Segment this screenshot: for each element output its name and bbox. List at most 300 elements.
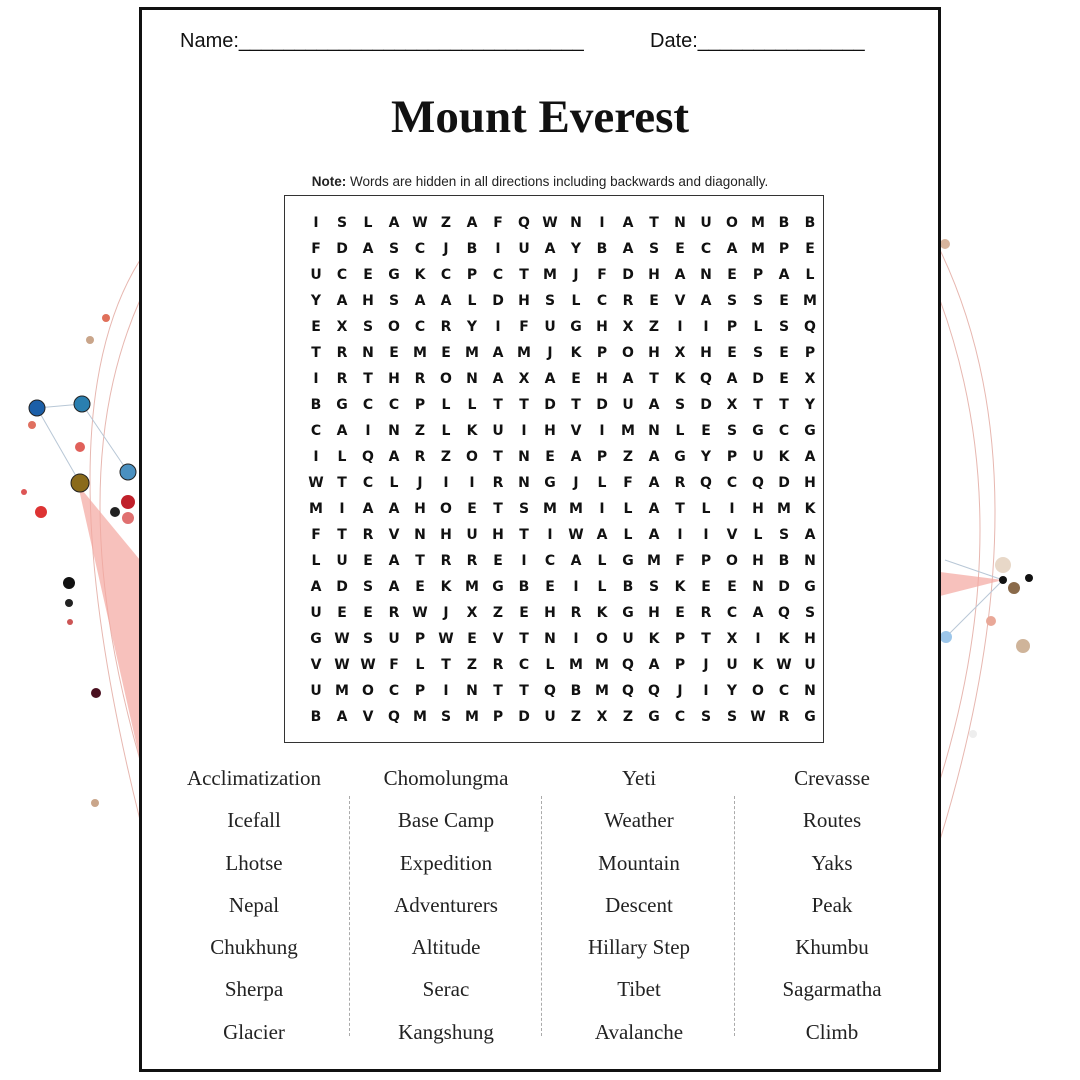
grid-letter: D (596, 397, 608, 413)
grid-letter: A (388, 579, 400, 595)
grid-letter: H (648, 345, 660, 361)
grid-letter: S (362, 319, 374, 335)
grid-letter: I (599, 215, 605, 231)
word-list-item: Yeti (621, 766, 657, 790)
grid-letter: M (465, 345, 479, 361)
grid-letter: T (519, 397, 529, 413)
grid-letter: I (677, 527, 683, 543)
grid-letter: W (412, 215, 428, 231)
grid-letter: C (726, 605, 738, 621)
grid-letter: F (389, 657, 399, 673)
grid-letter: G (570, 319, 582, 335)
grid-letter: M (335, 683, 349, 699)
word-list-item: Acclimatization (186, 766, 322, 790)
grid-letter: R (570, 605, 582, 621)
word-list-item: Yaks (811, 850, 853, 875)
grid-letter: L (363, 215, 373, 231)
grid-letter: G (752, 423, 764, 439)
grid-letter: H (596, 319, 608, 335)
grid-letter: K (778, 631, 790, 647)
grid-letter: A (752, 605, 764, 621)
grid-letter: I (703, 319, 709, 335)
grid-letter: K (752, 657, 764, 673)
grid-letter: N (518, 449, 530, 465)
grid-letter: R (492, 475, 504, 491)
grid-letter: I (573, 631, 579, 647)
grid-letter: X (466, 605, 478, 621)
grid-letter: U (310, 605, 322, 621)
grid-letter: J (573, 475, 579, 491)
word-list-item: Expedition (399, 850, 493, 875)
grid-letter: B (466, 241, 478, 257)
word-column (737, 766, 927, 1062)
grid-letter: I (677, 319, 683, 335)
grid-letter: O (466, 449, 478, 465)
grid-letter: A (726, 371, 738, 387)
grid-letter: S (648, 579, 660, 595)
letter-grid (303, 210, 823, 730)
grid-letter: O (726, 553, 738, 569)
grid-letter: A (674, 267, 686, 283)
grid-letter: E (545, 449, 555, 465)
name-field-label: Name:_______________________________ (180, 30, 584, 52)
grid-letter: C (778, 423, 790, 439)
grid-letter: E (805, 241, 815, 257)
grid-letter: M (543, 267, 557, 283)
grid-letter: J (703, 657, 709, 673)
grid-letter: T (363, 371, 373, 387)
grid-letter: D (336, 579, 348, 595)
grid-letter: M (751, 215, 765, 231)
grid-letter: W (334, 631, 350, 647)
grid-letter: E (675, 605, 685, 621)
grid-letter: A (648, 527, 660, 543)
grid-letter: T (337, 475, 347, 491)
grid-letter: A (648, 657, 660, 673)
grid-letter: D (700, 397, 712, 413)
grid-letter: J (443, 605, 449, 621)
grid-letter: T (493, 683, 503, 699)
word-list-item: Base Camp (397, 808, 495, 833)
grid-letter: Z (622, 709, 634, 725)
grid-letter: A (804, 449, 816, 465)
grid-letter: E (675, 241, 685, 257)
grid-letter: V (388, 527, 400, 543)
grid-letter: S (726, 709, 738, 725)
word-list-item: Nepal (228, 892, 280, 917)
grid-letter: G (492, 579, 504, 595)
grid-letter: N (648, 423, 660, 439)
word-list-item: Sherpa (224, 977, 284, 1002)
word-list (159, 766, 929, 1056)
grid-letter: M (543, 501, 557, 517)
grid-letter: K (674, 371, 686, 387)
grid-letter: E (519, 605, 529, 621)
grid-letter: W (776, 657, 792, 673)
grid-letter: L (623, 527, 633, 543)
grid-letter: X (518, 371, 530, 387)
grid-letter: U (336, 553, 348, 569)
grid-letter: I (443, 475, 449, 491)
grid-letter: L (571, 293, 581, 309)
grid-letter: Z (466, 657, 478, 673)
grid-letter: T (493, 501, 503, 517)
grid-letter: M (465, 579, 479, 595)
grid-letter: S (518, 501, 530, 517)
grid-letter: O (622, 345, 634, 361)
grid-letter: P (466, 267, 478, 283)
grid-letter: E (779, 371, 789, 387)
grid-letter: L (441, 423, 451, 439)
grid-letter: L (701, 501, 711, 517)
grid-letter: N (752, 579, 764, 595)
grid-letter: X (596, 709, 608, 725)
grid-letter: H (362, 293, 374, 309)
grid-letter: E (389, 345, 399, 361)
grid-letter: W (438, 631, 454, 647)
grid-letter: Y (726, 683, 738, 699)
grid-letter: Q (518, 215, 530, 231)
grid-letter: U (388, 631, 400, 647)
grid-letter: W (750, 709, 766, 725)
grid-letter: A (778, 267, 790, 283)
grid-letter: K (804, 501, 816, 517)
word-list-item: Altitude (411, 935, 481, 960)
grid-letter: Z (570, 709, 582, 725)
grid-letter: S (674, 397, 686, 413)
grid-letter: I (729, 501, 735, 517)
grid-letter: R (700, 605, 712, 621)
grid-letter: R (440, 553, 452, 569)
grid-letter: Z (414, 423, 426, 439)
grid-letter: T (311, 345, 321, 361)
grid-letter: U (700, 215, 712, 231)
grid-letter: P (778, 241, 790, 257)
grid-letter: E (545, 579, 555, 595)
grid-letter: A (388, 449, 400, 465)
grid-letter: S (544, 293, 556, 309)
grid-letter: E (779, 345, 789, 361)
grid-letter: F (311, 241, 321, 257)
grid-letter: G (336, 397, 348, 413)
grid-letter: M (595, 683, 609, 699)
grid-letter: P (674, 631, 686, 647)
grid-letter: O (752, 683, 764, 699)
grid-letter: W (412, 605, 428, 621)
grid-letter: Y (570, 241, 582, 257)
grid-letter: J (547, 345, 553, 361)
grid-letter: L (753, 319, 763, 335)
grid-letter: R (674, 475, 686, 491)
grid-letter: Q (700, 371, 712, 387)
grid-letter: C (596, 293, 608, 309)
grid-letter: E (363, 553, 373, 569)
grid-letter: A (492, 371, 504, 387)
grid-letter: Z (648, 319, 660, 335)
grid-letter: L (805, 267, 815, 283)
grid-letter: R (388, 605, 400, 621)
grid-letter: C (778, 683, 790, 699)
word-list-item: Hillary Step (587, 935, 691, 960)
word-list-item: Serac (422, 977, 470, 1002)
grid-letter: A (414, 293, 426, 309)
grid-letter: M (309, 501, 323, 517)
grid-letter: H (388, 371, 400, 387)
grid-letter: Q (804, 319, 816, 335)
grid-letter: G (674, 449, 686, 465)
grid-letter: Q (648, 683, 660, 699)
grid-letter: Q (622, 657, 634, 673)
grid-letter: I (339, 501, 345, 517)
grid-letter: P (752, 267, 764, 283)
grid-letter: O (388, 319, 400, 335)
grid-letter: E (779, 293, 789, 309)
grid-letter: E (363, 605, 373, 621)
grid-letter: P (674, 657, 686, 673)
grid-letter: H (648, 267, 660, 283)
grid-letter: I (365, 423, 371, 439)
grid-letter: X (804, 371, 816, 387)
grid-letter: V (570, 423, 582, 439)
grid-letter: F (675, 553, 685, 569)
grid-letter: J (443, 241, 449, 257)
grid-letter: L (597, 475, 607, 491)
grid-letter: G (804, 423, 816, 439)
grid-letter: V (492, 631, 504, 647)
grid-letter: M (803, 293, 817, 309)
grid-letter: X (674, 345, 686, 361)
grid-letter: C (518, 657, 530, 673)
grid-letter: M (621, 423, 635, 439)
grid-letter: F (493, 215, 503, 231)
grid-letter: I (755, 631, 761, 647)
grid-letter: S (388, 293, 400, 309)
grid-letter: D (752, 371, 764, 387)
grid-letter: C (362, 475, 374, 491)
grid-letter: A (336, 709, 348, 725)
grid-letter: A (336, 423, 348, 439)
grid-letter: C (674, 709, 686, 725)
grid-letter: A (466, 215, 478, 231)
grid-letter: R (414, 449, 426, 465)
grid-letter: A (544, 241, 556, 257)
grid-letter: P (414, 631, 426, 647)
grid-letter: K (414, 267, 426, 283)
grid-letter: E (701, 579, 711, 595)
grid-letter: Q (752, 475, 764, 491)
grid-letter: C (336, 267, 348, 283)
grid-letter: K (778, 449, 790, 465)
grid-letter: E (363, 267, 373, 283)
grid-letter: M (751, 241, 765, 257)
grid-letter: M (413, 709, 427, 725)
grid-letter: R (622, 293, 634, 309)
word-column (351, 766, 541, 1062)
grid-letter: Y (466, 319, 478, 335)
grid-letter: G (622, 553, 634, 569)
grid-letter: B (310, 397, 322, 413)
word-column (159, 766, 349, 1062)
grid-letter: C (726, 475, 738, 491)
word-list-item: Routes (802, 808, 862, 833)
grid-letter: A (388, 553, 400, 569)
grid-letter: U (544, 319, 556, 335)
grid-letter: S (362, 631, 374, 647)
grid-letter: Y (310, 293, 322, 309)
grid-letter: A (648, 397, 660, 413)
grid-letter: U (804, 657, 816, 673)
grid-letter: F (623, 475, 633, 491)
grid-letter: E (467, 501, 477, 517)
grid-letter: A (310, 579, 322, 595)
grid-letter: H (440, 527, 452, 543)
grid-letter: C (362, 397, 374, 413)
grid-letter: Q (388, 709, 400, 725)
grid-letter: A (700, 293, 712, 309)
grid-letter: N (544, 631, 556, 647)
grid-letter: A (648, 501, 660, 517)
grid-letter: O (362, 683, 374, 699)
grid-letter: I (495, 319, 501, 335)
grid-letter: B (596, 241, 608, 257)
grid-letter: K (466, 423, 478, 439)
grid-letter: H (752, 501, 764, 517)
grid-letter: L (597, 553, 607, 569)
grid-letter: J (573, 267, 579, 283)
grid-letter: B (570, 683, 582, 699)
grid-letter: S (726, 423, 738, 439)
grid-letter: T (649, 371, 659, 387)
grid-letter: S (804, 605, 816, 621)
grid-letter: G (388, 267, 400, 283)
grid-letter: M (777, 501, 791, 517)
grid-letter: F (311, 527, 321, 543)
grid-letter: L (467, 293, 477, 309)
grid-letter: B (778, 215, 790, 231)
word-list-item: Icefall (227, 808, 281, 833)
grid-letter: L (623, 501, 633, 517)
word-list-item: Glacier (223, 1019, 285, 1044)
grid-letter: A (648, 475, 660, 491)
note-label: Note: (311, 174, 347, 189)
grid-letter: T (519, 527, 529, 543)
grid-letter: R (362, 527, 374, 543)
grid-letter: H (544, 423, 556, 439)
column-divider (541, 796, 542, 1036)
grid-letter: T (779, 397, 789, 413)
grid-letter: G (310, 631, 322, 647)
grid-letter: R (336, 371, 348, 387)
grid-letter: A (596, 527, 608, 543)
grid-letter: I (313, 215, 319, 231)
grid-letter: T (337, 527, 347, 543)
grid-letter: T (649, 215, 659, 231)
grid-letter: K (648, 631, 660, 647)
grid-letter: A (622, 215, 634, 231)
grid-letter: T (493, 397, 503, 413)
grid-letter: X (336, 319, 348, 335)
grid-letter: R (492, 657, 504, 673)
grid-letter: A (804, 527, 816, 543)
grid-letter: B (778, 553, 790, 569)
grid-letter: P (726, 449, 738, 465)
grid-letter: G (622, 605, 634, 621)
grid-letter: S (752, 345, 764, 361)
grid-letter: Z (492, 605, 504, 621)
grid-letter: N (700, 267, 712, 283)
word-list-item: Descent (605, 892, 673, 917)
grid-letter: A (726, 241, 738, 257)
grid-letter: K (596, 605, 608, 621)
grid-letter: N (388, 423, 400, 439)
grid-letter: H (804, 631, 816, 647)
grid-letter: K (674, 579, 686, 595)
grid-letter: C (414, 319, 426, 335)
grid-letter: N (518, 475, 530, 491)
grid-letter: P (596, 449, 608, 465)
grid-letter: B (622, 579, 634, 595)
grid-letter: E (311, 319, 321, 335)
grid-letter: T (519, 683, 529, 699)
grid-letter: N (674, 215, 686, 231)
grid-letter: A (622, 371, 634, 387)
grid-letter: H (414, 501, 426, 517)
grid-letter: S (648, 241, 660, 257)
grid-letter: I (599, 423, 605, 439)
grid-letter: L (311, 553, 321, 569)
grid-letter: M (517, 345, 531, 361)
grid-letter: I (521, 553, 527, 569)
grid-letter: P (726, 319, 738, 335)
grid-letter: P (492, 709, 504, 725)
grid-letter: U (622, 397, 634, 413)
grid-letter: R (778, 709, 790, 725)
worksheet-page (139, 7, 941, 1072)
grid-letter: W (334, 657, 350, 673)
grid-letter: I (313, 449, 319, 465)
grid-letter: S (778, 319, 790, 335)
grid-letter: I (521, 423, 527, 439)
grid-letter: S (752, 293, 764, 309)
grid-letter: Q (700, 475, 712, 491)
grid-letter: A (388, 215, 400, 231)
grid-letter: U (492, 423, 504, 439)
grid-letter: E (701, 423, 711, 439)
grid-letter: A (648, 449, 660, 465)
grid-letter: D (336, 241, 348, 257)
grid-letter: T (753, 397, 763, 413)
grid-letter: W (308, 475, 324, 491)
grid-letter: H (518, 293, 530, 309)
grid-letter: A (544, 371, 556, 387)
grid-letter: T (415, 553, 425, 569)
grid-letter: L (545, 657, 555, 673)
grid-letter: A (362, 501, 374, 517)
grid-letter: T (675, 501, 685, 517)
word-list-item: Avalanche (594, 1019, 684, 1044)
page-title: Mount Everest (390, 91, 690, 143)
grid-letter: A (440, 293, 452, 309)
grid-letter: G (804, 579, 816, 595)
grid-letter: V (726, 527, 738, 543)
grid-letter: I (495, 241, 501, 257)
grid-letter: C (388, 397, 400, 413)
grid-letter: Y (700, 449, 712, 465)
grid-letter: E (493, 553, 503, 569)
grid-letter: W (542, 215, 558, 231)
grid-letter: E (727, 579, 737, 595)
grid-letter: X (622, 319, 634, 335)
